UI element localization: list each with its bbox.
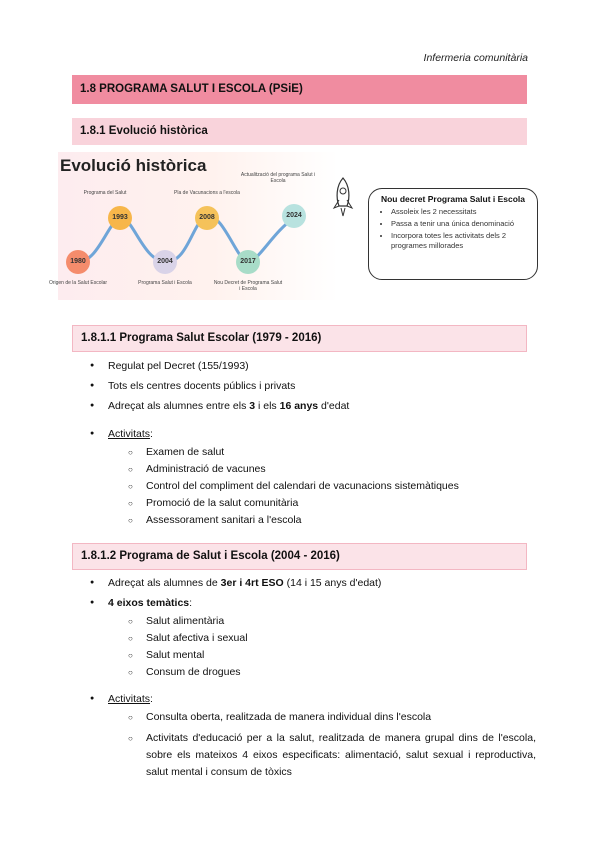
sub-list-item: ○ Salut alimentària bbox=[128, 613, 536, 630]
timeline-label-2008: Pla de Vacunacions a l'escola bbox=[174, 190, 240, 196]
evolution-figure bbox=[48, 152, 548, 302]
timeline-label-1980: Origen de la Salut Escolar bbox=[48, 280, 108, 286]
subsubsection-title-2: 1.8.1.2 Programa de Salut i Escola (2004 - 2016) bbox=[72, 543, 527, 570]
sub-list-item: ○ Promoció de la salut comunitària bbox=[128, 495, 459, 512]
timeline-node-2004: 2004 bbox=[153, 250, 177, 274]
infobox-item: • Assoleix les 2 necessitats bbox=[391, 207, 527, 217]
sub-list-item: ○ Salut mental bbox=[128, 647, 536, 664]
infobox-title: Nou decret Programa Salut i Escola bbox=[380, 194, 526, 204]
timeline-node-2024: 2024 bbox=[282, 204, 306, 228]
timeline-node-1980: 1980 bbox=[66, 250, 90, 274]
list-item-activities: ● Activitats: bbox=[90, 424, 459, 444]
infobox-item: • Incorpora totes les activitats dels 2 programes millorades bbox=[391, 231, 527, 251]
sub-list-item: ○ Control del compliment del calendari de vacunacions sistemàtiques bbox=[128, 478, 459, 495]
sub-list-item: ○ Consulta oberta, realitzada de manera individual dins l'escola bbox=[128, 709, 536, 726]
timeline-node-1993: 1993 bbox=[108, 206, 132, 230]
timeline-label-2004: Programa Salut i Escola bbox=[138, 280, 192, 286]
timeline-label-1993: Programa del Salut bbox=[83, 190, 127, 196]
list-item: ● Regulat pel Decret (155/1993) bbox=[90, 356, 459, 376]
figure-title: Evolució històrica bbox=[60, 156, 207, 175]
program-salut-escolar-list bbox=[90, 356, 459, 529]
timeline-node-2008: 2008 bbox=[195, 206, 219, 230]
list-item: ● Adreçat als alumnes de 3er i 4rt ESO (14 i 15 anys d'edat) bbox=[90, 573, 536, 593]
sub-list-item: ○ Assessorament sanitari a l'escola bbox=[128, 512, 459, 529]
sub-list-item: ○ Administració de vacunes bbox=[128, 461, 459, 478]
list-item-activities: ● Activitats: bbox=[90, 689, 536, 709]
list-item: ● Tots els centres docents públics i privats bbox=[90, 376, 459, 396]
timeline-node-2017: 2017 bbox=[236, 250, 260, 274]
rocket-icon bbox=[328, 176, 358, 218]
sub-list-item: ○ Consum de drogues bbox=[128, 664, 536, 681]
list-item: ● 4 eixos temàtics: bbox=[90, 593, 536, 613]
timeline-label-2024: Actualització del programa Salut i Escola bbox=[240, 172, 316, 184]
infobox-item: • Passa a tenir una única denominació bbox=[391, 219, 527, 229]
timeline-label-2017: Nou Decret de Programa Salut i Escola bbox=[213, 280, 283, 292]
sub-list-item: ○ Salut afectiva i sexual bbox=[128, 630, 536, 647]
new-decree-infobox bbox=[368, 188, 538, 280]
program-salut-i-escola-list bbox=[90, 573, 536, 781]
list-item: ● Adreçat als alumnes entre els 3 i els 16 anys d'edat bbox=[90, 396, 459, 416]
header-note: Infermeria comunitària bbox=[423, 52, 528, 64]
sub-list-item: ○ Examen de salut bbox=[128, 444, 459, 461]
subsection-title: 1.8.1 Evolució històrica bbox=[72, 118, 527, 145]
section-title: 1.8 PROGRAMA SALUT I ESCOLA (PSiE) bbox=[72, 75, 527, 104]
sub-list-item: ○ Activitats d'educació per a la salut, realitzada de manera grupal dins de l'escola, sobre els mateixos 4 eixos especificats: alimentació, salut sexual i reproductiva, salut mental i consum de tòxics bbox=[128, 730, 536, 781]
subsubsection-title-1: 1.8.1.1 Programa Salut Escolar (1979 - 2016) bbox=[72, 325, 527, 352]
